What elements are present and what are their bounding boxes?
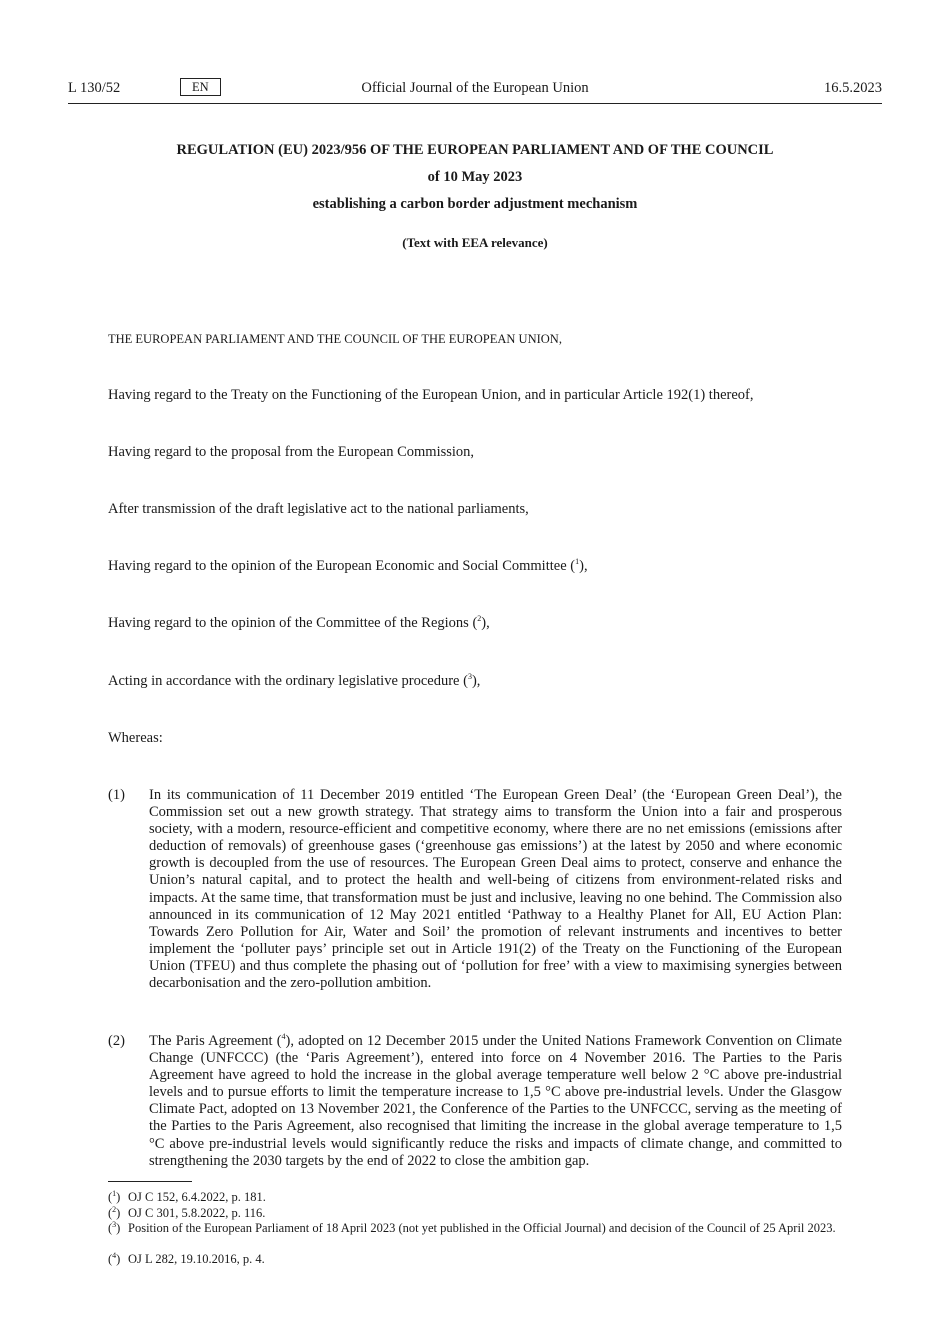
- recital-number: (2): [108, 1033, 125, 1049]
- page-header: [68, 78, 882, 104]
- footnote-divider: [108, 1181, 192, 1182]
- footnote-text: Position of the European Parliament of 18 April 2023 (not yet published in the Official Journal) and decision of the Council of 25 April 2023.: [128, 1221, 836, 1235]
- footnote-ref-1[interactable]: 1: [575, 557, 580, 567]
- footnote-text: OJ C 152, 6.4.2022, p. 181.: [128, 1190, 266, 1204]
- citation-procedure: Acting in accordance with the ordinary legislative procedure ($^3$),: [108, 672, 481, 689]
- regulation-date: of 10 May 2023: [427, 169, 523, 185]
- regulation-subject: establishing a carbon border adjustment mechanism: [312, 196, 638, 212]
- citation-cor-text: Having regard to the opinion of the Committee of the Regions: [108, 615, 469, 631]
- citation-eesc: Having regard to the opinion of the European Economic and Social Committee ($^1$),: [108, 557, 588, 574]
- citation-eesc-text: Having regard to the opinion of the European Economic and Social Committee: [108, 558, 567, 574]
- page-reference: L 130/52: [68, 80, 121, 96]
- footnote-mark: ($^2$): [108, 1204, 121, 1220]
- footnote-item: [108, 1221, 842, 1236]
- language-badge: EN: [180, 78, 221, 96]
- regulation-title: REGULATION (EU) 2023/956 OF THE EUROPEAN PARLIAMENT AND OF THE COUNCIL: [176, 142, 774, 158]
- recital-text: In its communication of 11 December 2019 entitled ‘The European Green Deal’ (the ‘European Green Deal’), the Commission set out a new growth strategy. That strategy aims to transform the Union into a fair and prosperous society, with a modern, resource-efficient and competitive economy, where there are no net emissions (emissions after deduction of removals) of greenhouse gases (‘greenhouse gas emissions’) at the latest by 2050 and where economic growth is decoupled from the use of resources. The European Green Deal aims to protect, conserve and enhance the Union’s natural capital, and to protect the health and well-being of citizens from environment-related risks and impacts. At the same time, that transformation must be just and inclusive, leaving no one behind. The Commission also announced in its communication of 12 May 2021 entitled ‘Pathway to a Healthy Planet for All, EU Action Plan: Towards Zero Pollution for Air, Water and Soil’ the promotion of relevant instruments and incentives to better implement the ‘polluter pays’ principle set out in Article 191(2) of the Treaty on the Functioning of the European Union (TFEU) and thus complete the phasing out of ‘pollution for free’ with a view to maximising synergies between decarbonisation and the zero-pollution ambition.: [149, 787, 842, 992]
- citation-procedure-text: Acting in accordance with the ordinary legislative procedure: [108, 673, 460, 689]
- footnote-ref-3[interactable]: 3: [467, 672, 472, 682]
- footnote-ref-4[interactable]: 4: [281, 1032, 286, 1042]
- citation-treaty: Having regard to the Treaty on the Functioning of the European Union, and in particular Article 192(1) thereof,: [108, 387, 754, 403]
- recital-number: (1): [108, 787, 125, 803]
- footnote-text: OJ L 282, 19.10.2016, p. 4.: [128, 1252, 265, 1266]
- enacting-authors: THE EUROPEAN PARLIAMENT AND THE COUNCIL OF THE EUROPEAN UNION,: [108, 332, 562, 346]
- footnote-ref-2[interactable]: 2: [477, 614, 482, 624]
- footnote-mark: ($^3$): [108, 1219, 121, 1235]
- footnote-item: [108, 1206, 842, 1221]
- citation-proposal: Having regard to the proposal from the European Commission,: [108, 444, 475, 460]
- footnote-item: [108, 1190, 842, 1205]
- publication-date: 16.5.2023: [824, 80, 882, 96]
- eea-relevance: (Text with EEA relevance): [402, 235, 548, 250]
- footnote-mark: ($^4$): [108, 1250, 121, 1266]
- footnote-item: [108, 1252, 842, 1267]
- footnote-text: OJ C 301, 5.8.2022, p. 116.: [128, 1206, 266, 1220]
- citation-cor: Having regard to the opinion of the Committee of the Regions ($^2$),: [108, 614, 490, 631]
- recital-text: The Paris Agreement ($^4$), adopted on 12 December 2015 under the United Nations Framework Convention on Climate Change (UNFCCC) (the ‘Paris Agreement’), entered into force on 4 November 2016. The Parties to the Paris Agreement have agreed to hold the increase in the global average temperature well below 2 °C above pre-industrial levels and to pursue efforts to limit the temperature increase to 1,5 °C above pre-industrial levels. Under the Glasgow Climate Pact, adopted on 13 November 2021, the Conference of the Parties to the UNFCCC, serving as the meeting of the Parties to the Paris Agreement, also recognised that limiting the increase in the global average temperature to 1,5 °C above pre-industrial levels would significantly reduce the risks and impacts of climate change, and committed to strengthening the 2030 targets by the end of 2022 to close the ambition gap.: [149, 1032, 842, 1169]
- citation-transmission: After transmission of the draft legislative act to the national parliaments,: [108, 501, 529, 517]
- whereas-heading: Whereas:: [108, 730, 163, 746]
- journal-name: Official Journal of the European Union: [361, 80, 589, 96]
- footnote-mark: ($^1$): [108, 1188, 121, 1204]
